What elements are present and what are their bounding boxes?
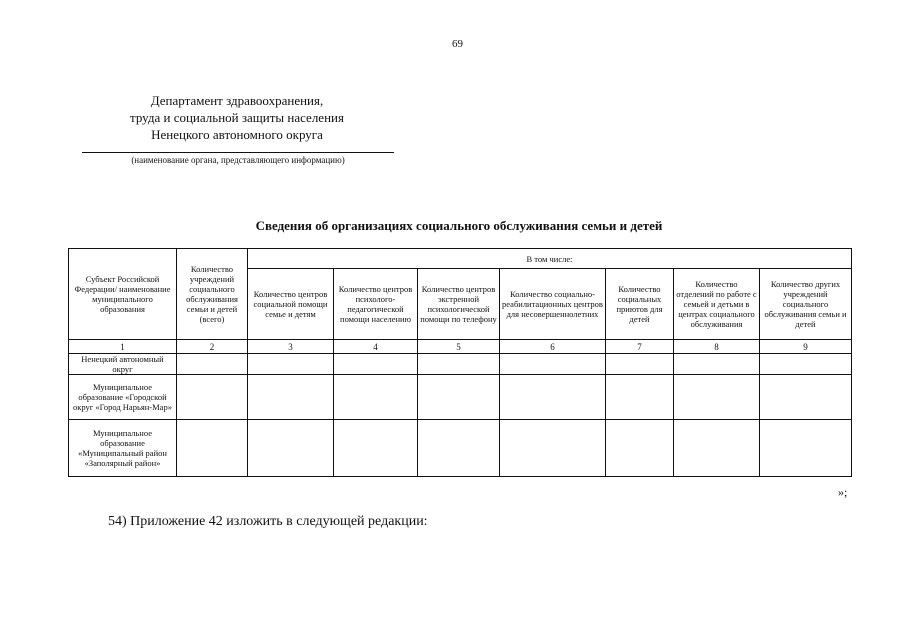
column-number: 5 (418, 340, 500, 354)
header-col-3: Количество центров социальной помощи семье и детям (248, 269, 334, 340)
column-number: 6 (500, 340, 606, 354)
row-label: Муниципальное образование «Городской округ «Город Нарьян-Мар» (69, 375, 177, 420)
column-number: 1 (69, 340, 177, 354)
table-cell (674, 420, 760, 477)
page-number: 69 (452, 38, 463, 50)
table-cell (606, 354, 674, 375)
header-col-9: Количество других учреждений социального обслуживания семьи и детей (760, 269, 852, 340)
column-number: 2 (177, 340, 248, 354)
row-label: Ненецкий автономный округ (69, 354, 177, 375)
table-cell (760, 375, 852, 420)
header-col-5: Количество центров экстренной психологической помощи по телефону (418, 269, 500, 340)
table-cell (760, 420, 852, 477)
organization-line-1: Департамент здравоохранения, (150, 93, 324, 108)
table-cell (418, 354, 500, 375)
header-subject: Субъект Российской Федерации/ наименование муниципального образования (69, 249, 177, 340)
column-number: 4 (334, 340, 418, 354)
header-col-6: Количество социально-реабилитационных центров для несовершеннолетних (500, 269, 606, 340)
organization-name (108, 92, 366, 143)
document-title: Сведения об организациях социального обслуживания семьи и детей (255, 218, 663, 233)
organization-line-2: труда и социальной защиты населения (130, 110, 344, 125)
organization-underline (82, 152, 394, 153)
header-including: В том числе: (248, 249, 852, 269)
table-cell (248, 420, 334, 477)
table-cell (674, 375, 760, 420)
organization-caption: (наименование органа, представляющего информацию) (131, 155, 345, 165)
organizations-table (68, 248, 852, 477)
table-cell (334, 375, 418, 420)
table-cell (674, 354, 760, 375)
table-cell (418, 420, 500, 477)
header-total: Количество учреждений социального обслуживания семьи и детей (всего) (177, 249, 248, 340)
table-row (69, 420, 852, 477)
header-col-4: Количество центров психолого-педагогической помощи населению (334, 269, 418, 340)
table-cell (248, 354, 334, 375)
table-cell (606, 375, 674, 420)
table-cell (606, 420, 674, 477)
table-cell (500, 375, 606, 420)
table-cell (760, 354, 852, 375)
organization-line-3: Ненецкого автономного округа (151, 127, 323, 142)
table-cell (418, 375, 500, 420)
table-cell (334, 354, 418, 375)
table-cell (500, 420, 606, 477)
column-number: 7 (606, 340, 674, 354)
table-cell (334, 420, 418, 477)
column-number: 8 (674, 340, 760, 354)
header-col-7: Количество социальных приютов для детей (606, 269, 674, 340)
amendment-text: 54) Приложение 42 изложить в следующей редакции: (108, 514, 428, 529)
table-row (69, 354, 852, 375)
closing-quote-mark: »; (838, 485, 848, 499)
table-cell (500, 354, 606, 375)
header-col-8: Количество отделений по работе с семьей и детьми в центрах социального обслуживания (674, 269, 760, 340)
table-cell (177, 375, 248, 420)
table-cell (248, 375, 334, 420)
table-row (69, 375, 852, 420)
table-cell (177, 354, 248, 375)
column-number: 9 (760, 340, 852, 354)
row-label: Муниципальное образование «Муниципальный район «Заполярный район» (69, 420, 177, 477)
table-cell (177, 420, 248, 477)
column-number: 3 (248, 340, 334, 354)
